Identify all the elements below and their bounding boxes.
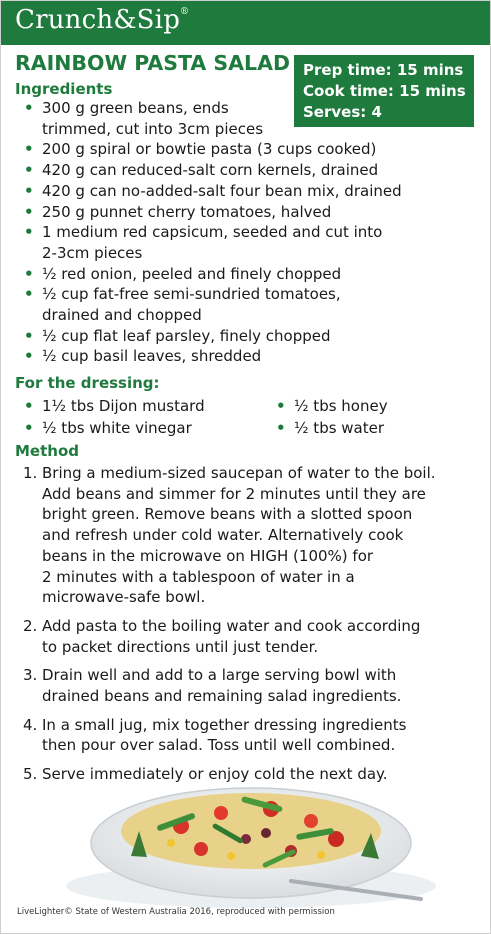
list-item: • ½ red onion, peeled and finely chopped	[24, 264, 342, 283]
method-step: 1. Bring a medium-sized saucepan of water to the boil. Add beans and simmer for 2 minutes until they are bright green. Remove beans with a slotted spoon and refresh under cold water. Alternatively cook beans in the microwave on HIGH (100%) for 2 minutes with a tablespoon of water in a microwave-safe bowl.	[23, 464, 436, 607]
cook-time: Cook time: 15 mins	[303, 82, 466, 100]
method-list	[1, 463, 481, 793]
brand-header	[1, 1, 490, 45]
serves: Serves: 4	[303, 103, 382, 121]
dressing-item: • 1½ tbs Dijon mustard	[24, 397, 205, 415]
brand-logo: Crunch&Sip®	[15, 5, 190, 35]
list-item: • 420 g can reduced-salt corn kernels, drained	[24, 161, 379, 180]
list-item: • ½ cup flat leaf parsley, finely chopped	[24, 326, 331, 345]
method-heading: Method	[15, 442, 79, 460]
list-item: • ½ cup basil leaves, shredded	[24, 347, 262, 366]
dressing-item: • ½ tbs honey	[276, 397, 388, 415]
ingredients-list	[1, 98, 402, 367]
list-item: • 420 g can no-added-salt four bean mix, drained	[24, 181, 402, 200]
method-step: 5. Serve immediately or enjoy cold the next day.	[23, 765, 388, 784]
method-step: 4. In a small jug, mix together dressing ingredients then pour over salad. Toss until well combined.	[23, 715, 407, 755]
recipe-title: RAINBOW PASTA SALAD	[15, 51, 290, 75]
list-item: • 1 medium red capsicum, seeded and cut into 2-3cm pieces	[24, 223, 383, 262]
list-item: • 250 g punnet cherry tomatoes, halved	[24, 202, 332, 221]
method-step: 3. Drain well and add to a large serving bowl with drained beans and remaining salad ingredients.	[23, 666, 402, 706]
dressing-item: • ½ tbs water	[276, 419, 385, 437]
pasta-salad-photo	[61, 761, 441, 911]
prep-time: Prep time: 15 mins	[303, 61, 464, 79]
list-item: • 200 g spiral or bowtie pasta (3 cups cooked)	[24, 140, 377, 159]
dressing-heading: For the dressing:	[15, 374, 160, 392]
ingredients-heading: Ingredients	[15, 80, 113, 98]
method-step: 2. Add pasta to the boiling water and cook according to packet directions until just tender.	[23, 616, 421, 656]
credit-line: LiveLighter© State of Western Australia 2016, reproduced with permission	[17, 907, 335, 917]
list-item: • ½ cup fat-free semi-sundried tomatoes, drained and chopped	[24, 285, 341, 325]
dressing-item: • ½ tbs white vinegar	[24, 419, 192, 437]
list-item: • 300 g green beans, ends trimmed, cut into 3cm pieces	[24, 99, 264, 138]
